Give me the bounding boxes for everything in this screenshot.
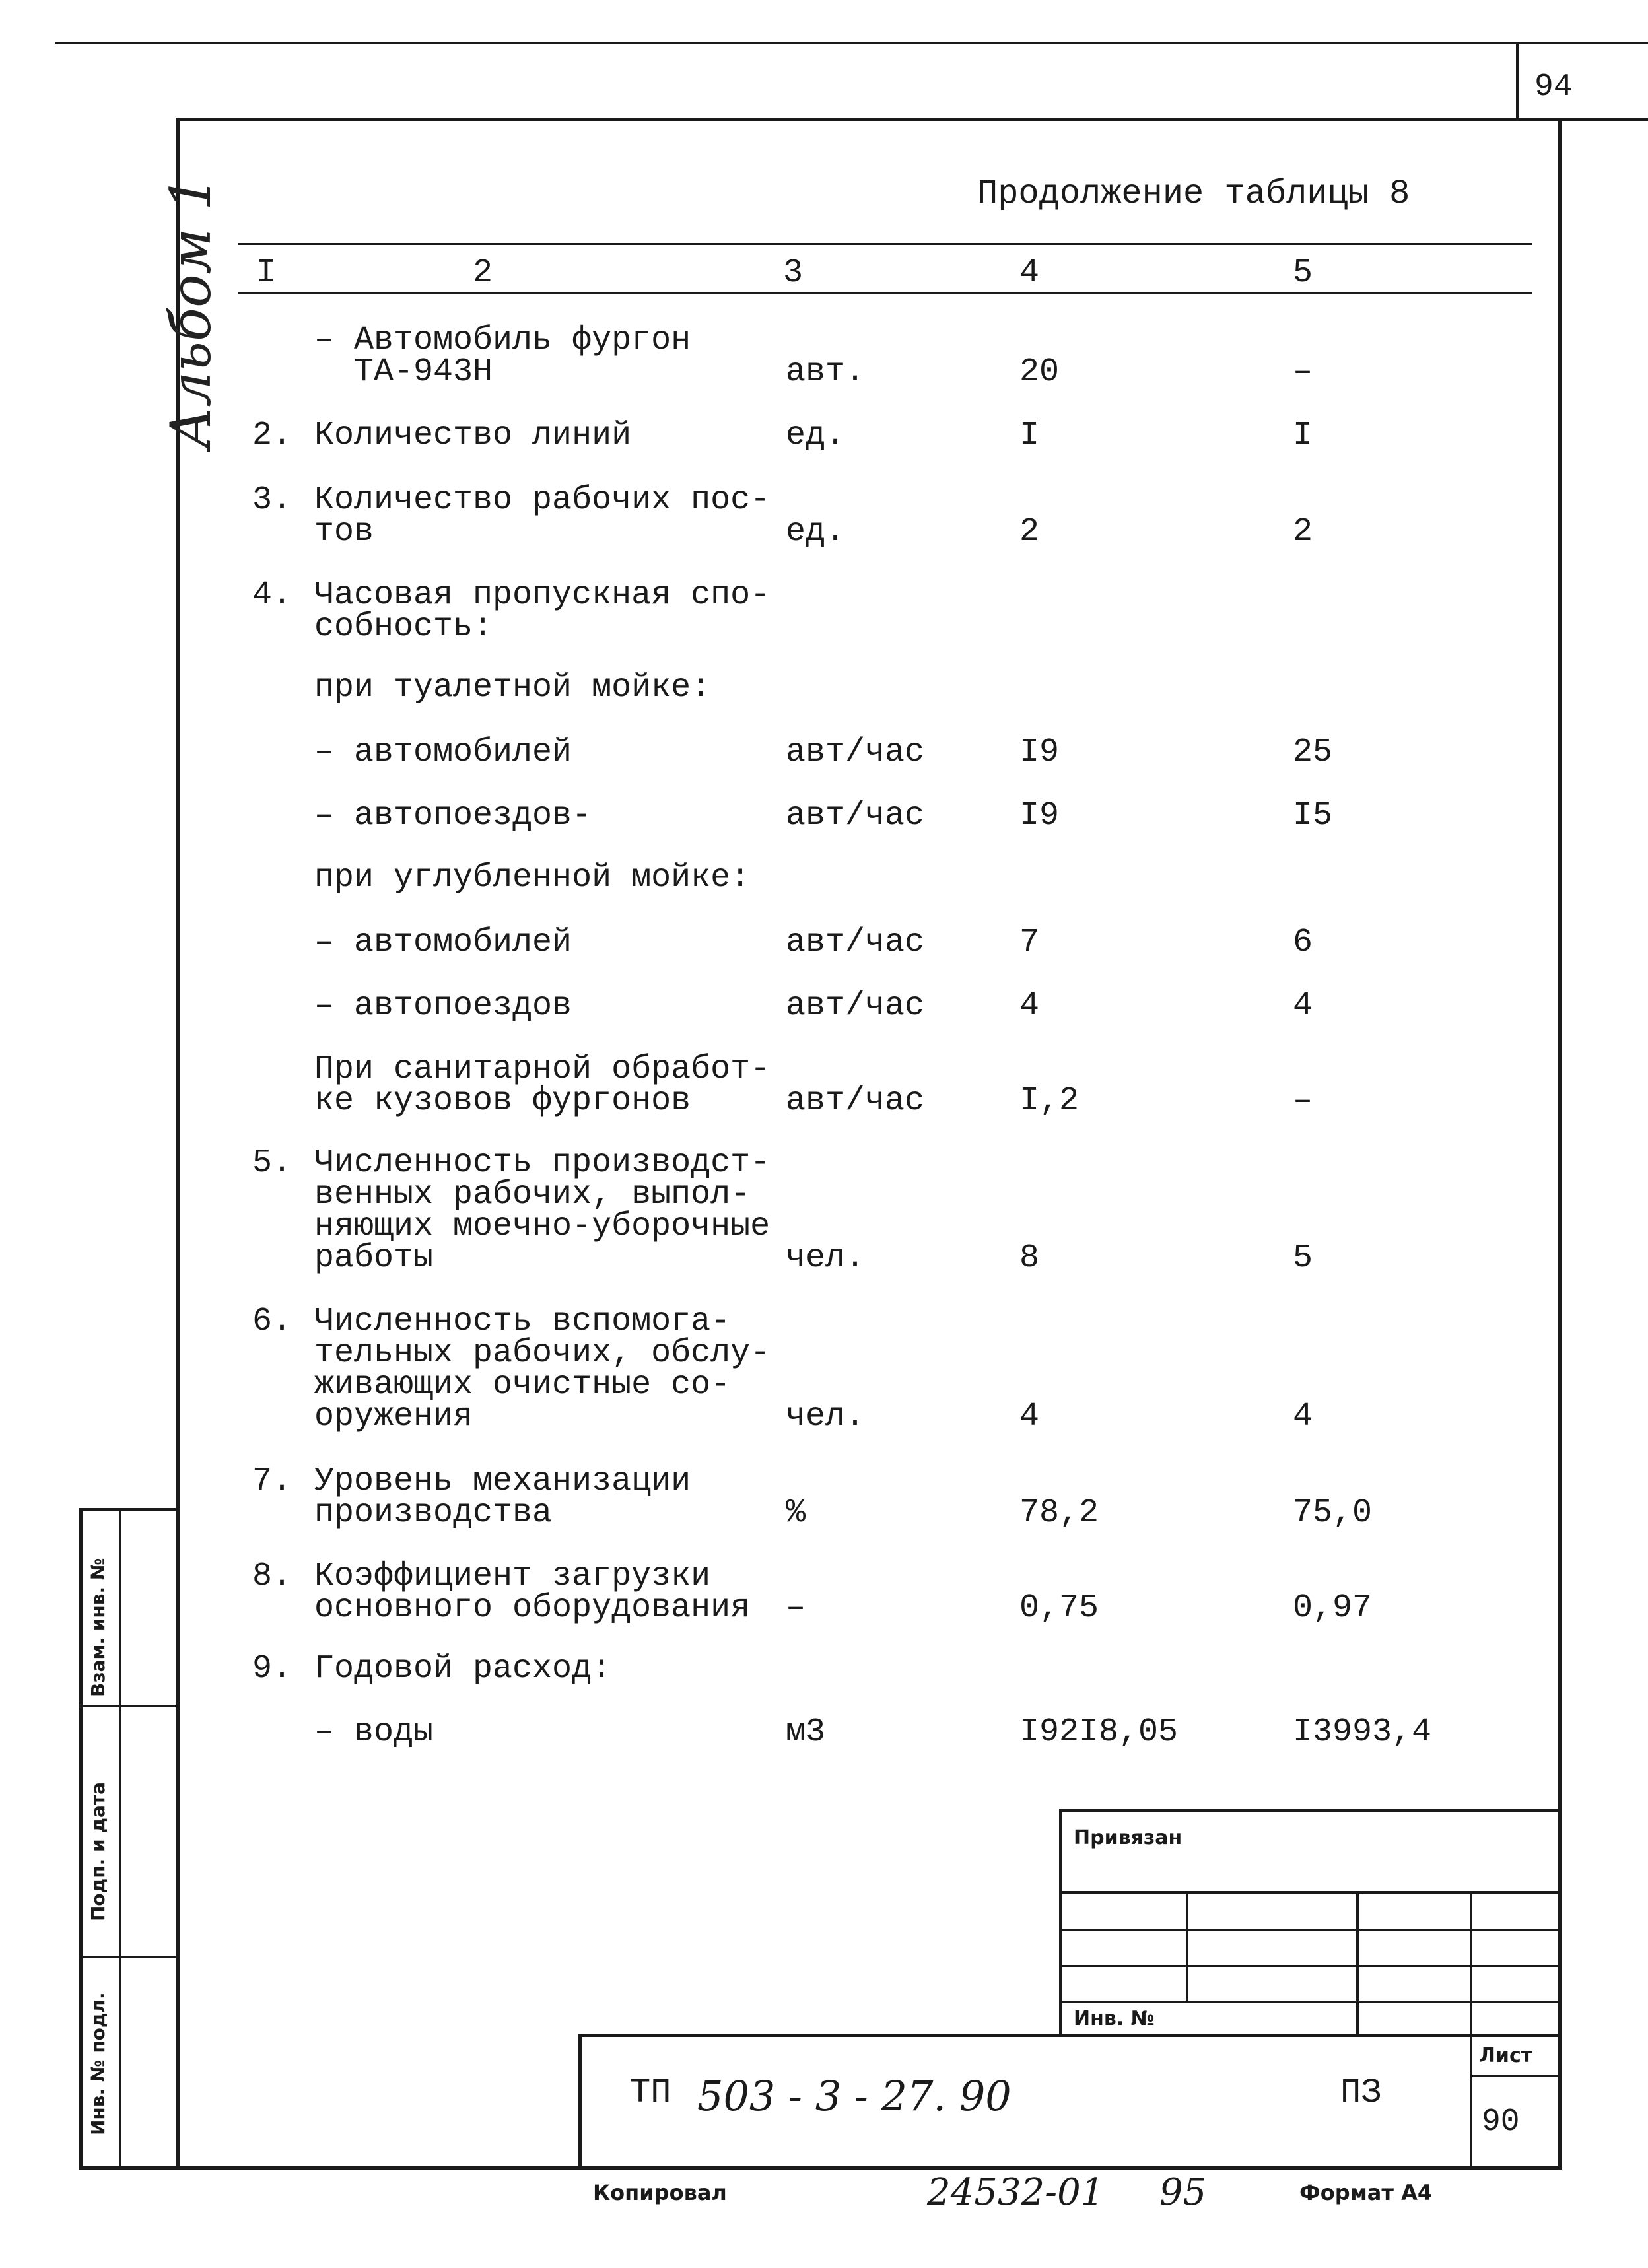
frame-bottom <box>79 2166 1562 2170</box>
tb-grid-v2 <box>1356 1891 1359 2035</box>
stamp-top <box>79 1508 178 1511</box>
row-value-4: 20 <box>1019 353 1060 391</box>
tb-grid-h4 <box>1059 2001 1561 2003</box>
row-text: при углубленной мойке: <box>314 859 751 897</box>
row-value-5: – <box>1293 1082 1313 1120</box>
stamp-inv-podl: Инв. № подл. <box>87 1992 109 2135</box>
tb-grid-h3 <box>1059 1965 1561 1967</box>
row-value-4: 4 <box>1019 987 1040 1025</box>
table-header-top-rule <box>238 243 1532 245</box>
stamp-left-inner <box>119 1508 121 2170</box>
frame-right <box>1558 118 1562 2168</box>
row-unit: чел. <box>786 1239 866 1277</box>
tb-inv-no: Инв. № <box>1074 2007 1155 2030</box>
row-text: Количество линий <box>314 417 632 454</box>
row-value-4: I9 <box>1019 797 1060 835</box>
row-unit: авт/час <box>786 987 925 1025</box>
row-value-4: 2 <box>1019 513 1040 551</box>
row-number: 9. <box>252 1650 292 1688</box>
row-value-5: 5 <box>1293 1239 1313 1277</box>
row-unit: авт/час <box>786 1082 925 1120</box>
row-value-4: 4 <box>1019 1398 1040 1435</box>
row-text: Численность производст- венных рабочих, выпол- няющих моечно-уборочные работы <box>314 1144 771 1277</box>
row-unit: авт. <box>786 353 866 391</box>
header-col-5: 5 <box>1293 254 1313 292</box>
row-value-4: 8 <box>1019 1239 1040 1277</box>
row-text: Численность вспомога- тельных рабочих, обслу- живающих очистные со- оружения <box>314 1303 771 1435</box>
header-col-1: I <box>256 254 277 292</box>
row-value-5: I5 <box>1293 797 1333 835</box>
top-rule <box>55 42 1648 44</box>
row-text: – автомобилей <box>314 924 572 961</box>
stamp-div-1 <box>79 1705 178 1707</box>
row-value-5: 0,97 <box>1293 1589 1373 1627</box>
header-col-3: 3 <box>783 254 804 292</box>
row-text: Количество рабочих пос- тов <box>314 481 771 551</box>
row-text: – автопоездов- <box>314 797 592 835</box>
tb-grid-v1 <box>1186 1891 1188 2001</box>
row-number: 3. <box>252 481 292 519</box>
frame-top <box>178 118 1648 121</box>
row-value-4: I92I8,05 <box>1019 1713 1179 1751</box>
tb-grid-v3 <box>1470 1891 1472 2035</box>
tb-privyazan-label: Привязан <box>1074 1826 1183 1849</box>
tb-privyazan-top <box>1059 1809 1561 1812</box>
stamp-left-outer <box>79 1508 83 2170</box>
row-text: Коэффициент загрузки основного оборудования <box>314 1558 751 1627</box>
row-text: при туалетной мойке: <box>314 669 711 706</box>
tb-sheet-label: Лист <box>1479 2044 1533 2067</box>
stamp-div-2 <box>79 1956 178 1958</box>
row-number: 2. <box>252 417 292 454</box>
sheet-top-number: 94 <box>1534 69 1573 105</box>
row-number: 7. <box>252 1462 292 1500</box>
row-value-4: 0,75 <box>1019 1589 1099 1627</box>
tb-doc-prefix: ТП <box>630 2073 671 2112</box>
tb-main-top <box>580 2034 1561 2037</box>
row-value-5: 4 <box>1293 987 1313 1025</box>
row-unit: авт/час <box>786 734 925 771</box>
row-value-5: 2 <box>1293 513 1313 551</box>
row-text: При санитарной обработ- ке кузовов фургонов <box>314 1050 771 1120</box>
row-number: 8. <box>252 1558 292 1595</box>
row-number: 6. <box>252 1303 292 1340</box>
row-value-5: 75,0 <box>1293 1494 1373 1532</box>
row-unit: чел. <box>786 1398 866 1435</box>
row-text: Уровень механизации производства <box>314 1462 691 1532</box>
row-value-5: I <box>1293 417 1313 454</box>
row-number: 4. <box>252 576 292 614</box>
row-value-5: 25 <box>1293 734 1333 771</box>
row-value-5: – <box>1293 353 1313 391</box>
row-text: – воды <box>314 1713 434 1751</box>
row-value-4: 7 <box>1019 924 1040 961</box>
row-text: Часовая пропускная спо- собность: <box>314 576 771 646</box>
tb-sheet-left <box>1470 2034 1472 2170</box>
tb-doc-number: 503 - 3 - 27. 90 <box>697 2072 1012 2120</box>
footer-copied: Копировал <box>593 2180 727 2205</box>
row-value-4: I9 <box>1019 734 1060 771</box>
row-text: – автопоездов <box>314 987 572 1025</box>
page-number-box-left <box>1516 44 1519 120</box>
footer-page-number: 95 <box>1159 2171 1207 2214</box>
row-text: – Автомобиль фургон ТА-943Н <box>314 322 691 391</box>
row-unit: % <box>786 1494 806 1532</box>
row-value-4: I <box>1019 417 1040 454</box>
stamp-podp-data: Подп. и дата <box>87 1781 109 1921</box>
row-unit: ед. <box>786 417 846 454</box>
header-col-4: 4 <box>1019 254 1040 292</box>
row-value-4: 78,2 <box>1019 1494 1099 1532</box>
tb-section: ПЗ <box>1340 2073 1382 2112</box>
tb-sheet-div <box>1470 2075 1561 2077</box>
continuation-title: Продолжение таблицы 8 <box>977 174 1410 213</box>
row-unit: – <box>786 1589 806 1627</box>
stamp-vzam-inv: Взам. инв. № <box>87 1558 109 1697</box>
row-unit: авт/час <box>786 797 925 835</box>
tb-grid-h1 <box>1059 1891 1561 1894</box>
row-value-4: I,2 <box>1019 1082 1080 1120</box>
tb-grid-h2 <box>1059 1929 1561 1931</box>
side-note: Альбом 1 <box>158 175 223 449</box>
row-unit: м3 <box>786 1713 826 1751</box>
tb-sheet-number: 90 <box>1482 2104 1520 2140</box>
row-text: – автомобилей <box>314 734 572 771</box>
row-value-5: 6 <box>1293 924 1313 961</box>
row-value-5: I3993,4 <box>1293 1713 1432 1751</box>
table-header-bottom-rule <box>238 292 1532 294</box>
footer-order-number: 24532-01 <box>927 2171 1105 2214</box>
row-value-5: 4 <box>1293 1398 1313 1435</box>
footer-format: Формат А4 <box>1299 2180 1433 2205</box>
tb-main-left <box>578 2034 582 2170</box>
row-text: Годовой расход: <box>314 1650 612 1688</box>
row-unit: ед. <box>786 513 846 551</box>
row-number: 5. <box>252 1144 292 1182</box>
row-unit: авт/час <box>786 924 925 961</box>
header-col-2: 2 <box>473 254 493 292</box>
